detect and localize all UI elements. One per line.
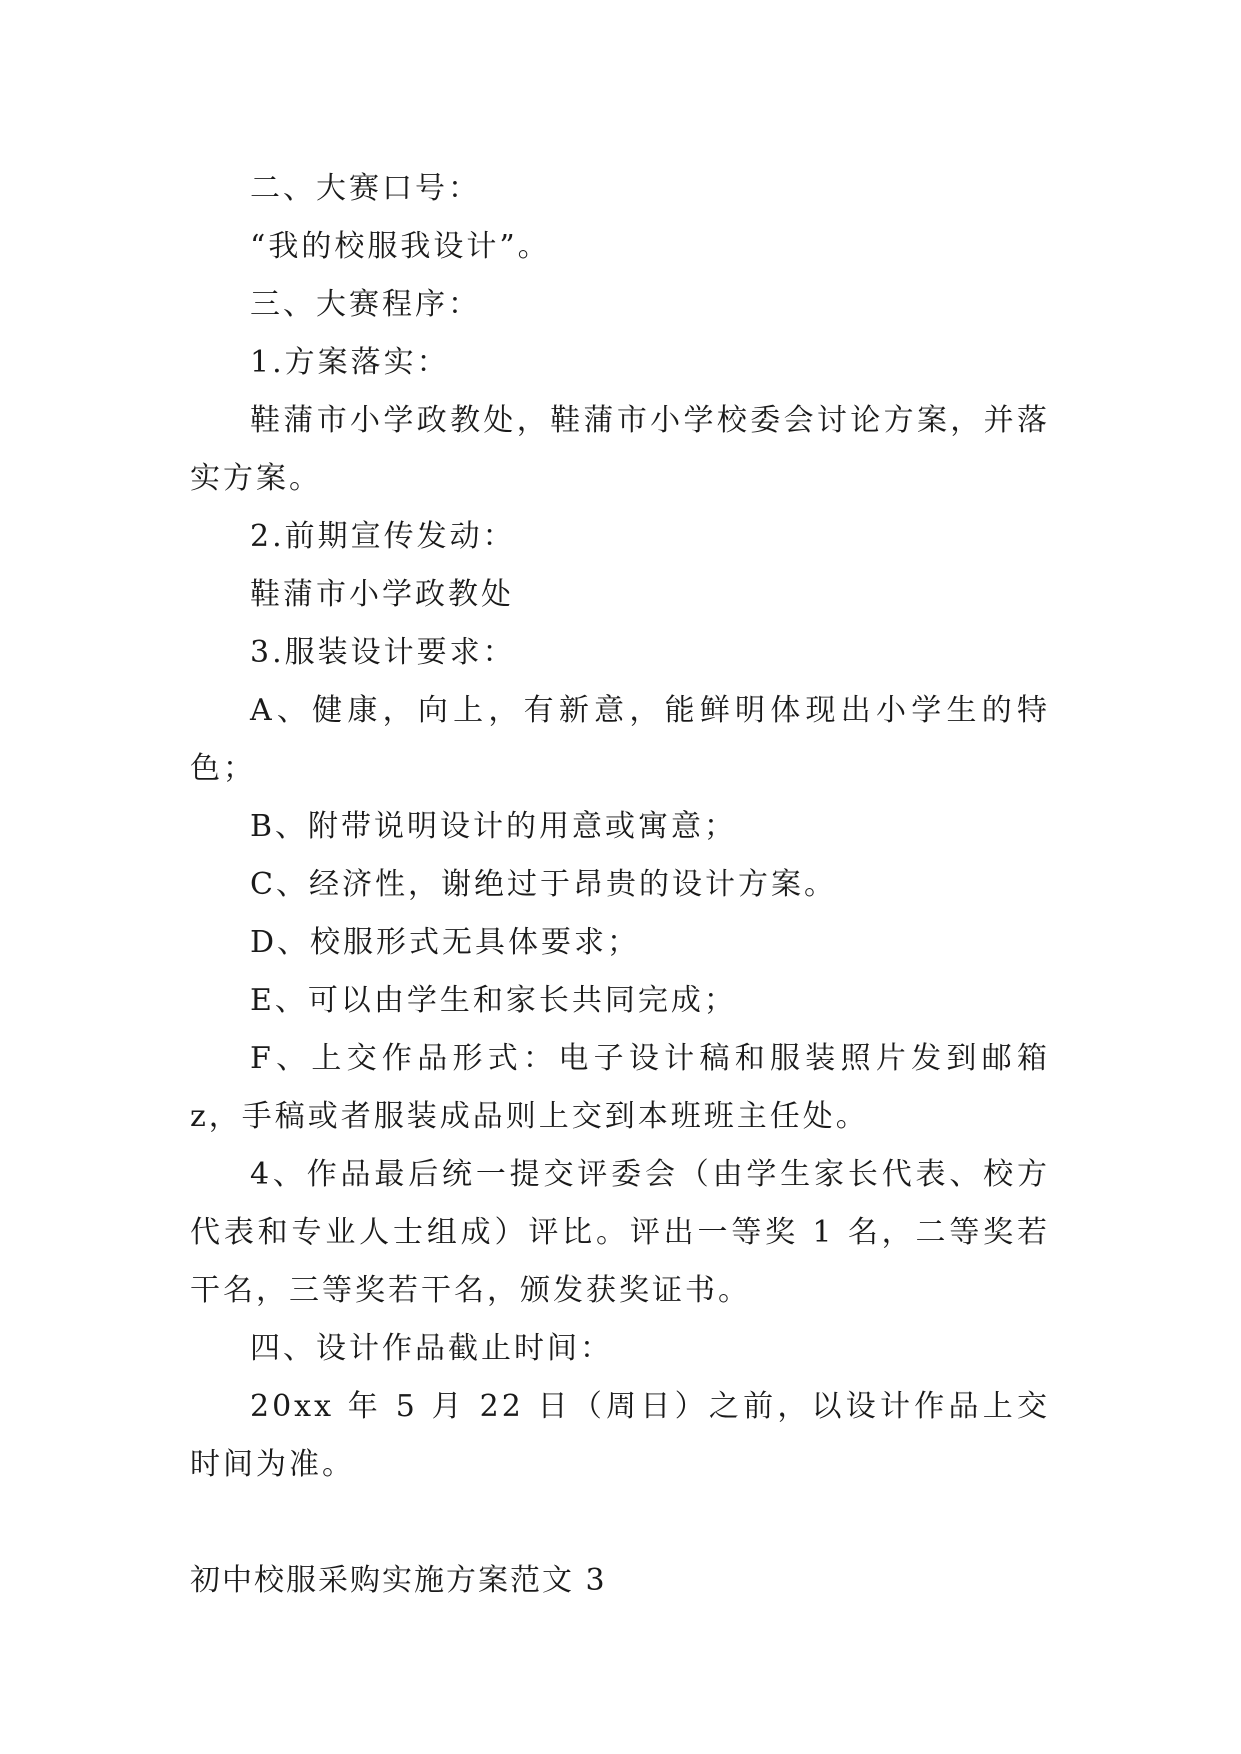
paragraph-step-3-heading: 3.服装设计要求： (250, 635, 516, 670)
paragraph-step-2-body: 鞋蒲市小学政教处 (250, 577, 514, 612)
paragraph-step-2-heading: 2.前期宣传发动： (250, 519, 516, 554)
paragraph-requirement-b: B、附带说明设计的用意或寓意； (250, 809, 738, 844)
paragraph-step-4: 4、作品最后统一提交评委会（由学生家长代表、校方代表和专业人士组成）评比。评出一等奖 1 名，二等奖若干名，三等奖若干名，颁发获奖证书。 (190, 1157, 1050, 1308)
document-body (190, 160, 1050, 1610)
paragraph-step-1-heading: 1.方案落实： (250, 345, 450, 380)
paragraph-requirement-e: E、可以由学生和家长共同完成； (250, 983, 737, 1018)
paragraph-requirement-f: F、上交作品形式：电子设计稿和服装照片发到邮箱 z，手稿或者服装成品则上交到本班班主任处。 (190, 1041, 1050, 1134)
paragraph-requirement-c: C、经济性，谢绝过于昂贵的设计方案。 (250, 867, 837, 902)
paragraph-slogan-heading: 二、大赛口号： (250, 171, 481, 206)
paragraph-requirement-d: D、校服形式无具体要求； (250, 925, 641, 960)
section-title: 初中校服采购实施方案范文 3 (190, 1563, 607, 1598)
paragraph-slogan: “我的校服我设计”。 (250, 229, 551, 264)
paragraph-requirement-a: A、健康，向上，有新意，能鲜明体现出小学生的特色； (190, 693, 1050, 786)
paragraph-procedure-heading: 三、大赛程序： (250, 287, 481, 322)
paragraph-step-1-body: 鞋蒲市小学政教处，鞋蒲市小学校委会讨论方案，并落实方案。 (190, 403, 1050, 496)
paragraph-deadline-heading: 四、设计作品截止时间： (250, 1331, 613, 1366)
paragraph-deadline-body: 20xx 年 5 月 22 日（周日）之前，以设计作品上交时间为准。 (190, 1389, 1050, 1482)
